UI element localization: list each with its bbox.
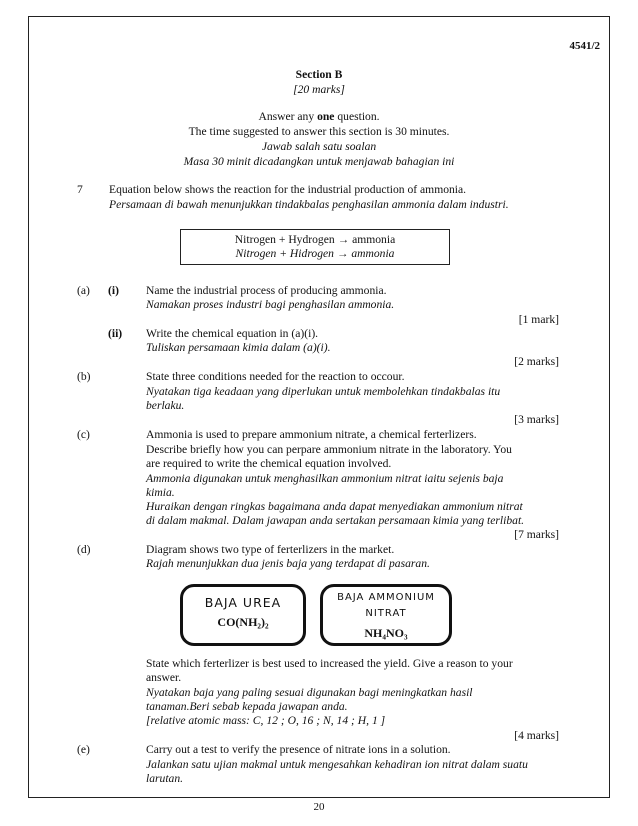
part-e-label: (e) xyxy=(77,743,90,756)
question-stem-en: Equation below shows the reaction for the industrial production of ammonia. xyxy=(109,183,467,196)
part-b-marks: [3 marks] xyxy=(514,413,559,426)
bag-an-title-2: NITRAT xyxy=(365,608,407,619)
part-b-ms-1: Nyatakan tiga keadaan yang diperlukan untuk membolehkan tindakbalas itu xyxy=(146,385,501,398)
part-e-ms-2: larutan. xyxy=(146,772,184,785)
bag-an-formula: NH₄NO₃ xyxy=(364,626,408,640)
part-a-ii-label: (ii) xyxy=(108,327,123,340)
bag-an-title-1: BAJA AMMONIUM xyxy=(337,592,435,603)
part-d-marks: [4 marks] xyxy=(514,729,559,742)
part-d-question-ms-1: Nyatakan baja yang paling sesuai digunakan bagi meningkatkan hasil xyxy=(146,686,473,699)
part-d-en: Diagram shows two type of ferterlizers in the market. xyxy=(146,543,395,556)
equation-en: Nitrogen + Hydrogen → ammonia xyxy=(234,233,396,246)
part-d-label: (d) xyxy=(77,543,91,556)
part-d-relative-atomic-mass: [relative atomic mass: C, 12 ; O, 16 ; N, 14 ; H, 1 ] xyxy=(146,714,386,727)
part-a-i-label: (i) xyxy=(108,284,119,297)
section-title: Section B xyxy=(295,68,343,81)
question-number: 7 xyxy=(77,183,83,196)
part-a-i-marks: [1 mark] xyxy=(518,313,559,326)
part-d-question-en-1: State which ferterlizer is best used to increased the yield. Give a reason to your xyxy=(146,657,513,670)
instruction-ms-1: Jawab salah satu soalan xyxy=(261,140,377,153)
part-c-en-3: are required to write the chemical equation involved. xyxy=(146,457,392,470)
instruction-ms-2: Masa 30 minit dicadangkan untuk menjawab bahagian ini xyxy=(183,155,455,168)
part-b-ms-2: berlaku. xyxy=(146,399,185,412)
part-c-ms-4: di dalam makmal. Dalam jawapan anda sertakan persamaan kimia yang terlibat. xyxy=(146,514,525,527)
part-c-en-1: Ammonia is used to prepare ammonium nitrate, a chemical ferterlizers. xyxy=(146,428,477,441)
part-c-ms-3: Huraikan dengan ringkas bagaimana anda dapat menyediakan ammonium nitrat xyxy=(146,500,523,513)
part-e-ms-1: Jalankan satu ujian makmal untuk mengesahkan kehadiran ion nitrat dalam suatu xyxy=(146,758,528,771)
part-a-ii-marks: [2 marks] xyxy=(514,355,559,368)
part-b-label: (b) xyxy=(77,370,91,383)
part-c-en-2: Describe briefly how you can perpare ammonium nitrate in the laboratory. You xyxy=(146,443,512,456)
bag-urea-formula: CO(NH₂)₂ xyxy=(217,615,269,629)
part-c-ms-1: Ammonia digunakan untuk menghasilkan ammonium nitrat iaitu sejenis baja xyxy=(146,472,504,485)
paper-code: 4541/2 xyxy=(569,40,600,52)
part-a-ii-ms: Tuliskan persamaan kimia dalam (a)(i). xyxy=(146,341,331,354)
part-d-ms: Rajah menunjukkan dua jenis baja yang terdapat di pasaran. xyxy=(146,557,430,570)
question-stem-ms: Persamaan di bawah menunjukkan tindakbalas penghasilan ammonia dalam industri. xyxy=(109,198,509,211)
fertilizer-bag-urea xyxy=(180,584,306,646)
part-d-question-ms-2: tanaman.Beri sebab kepada jawapan anda. xyxy=(146,700,348,713)
part-e-en: Carry out a test to verify the presence of nitrate ions in a solution. xyxy=(146,743,451,756)
instruction-en-2: The time suggested to answer this section is 30 minutes. xyxy=(188,125,450,138)
part-c-marks: [7 marks] xyxy=(514,528,559,541)
part-c-ms-2: kimia. xyxy=(146,486,175,499)
part-a-i-en: Name the industrial process of producing ammonia. xyxy=(146,284,387,297)
part-b-en: State three conditions needed for the reaction to occour. xyxy=(146,370,405,383)
part-a-i-ms: Namakan proses industri bagi penghasilan ammonia. xyxy=(146,298,395,311)
bag-urea-title: BAJA UREA xyxy=(204,595,282,610)
part-c-label: (c) xyxy=(77,428,90,441)
instruction-en-1: Answer any one question. xyxy=(258,110,380,123)
part-a-label: (a) xyxy=(77,284,90,297)
page-number: 20 xyxy=(313,801,325,813)
fertilizer-bag-ammonium-nitrate xyxy=(320,584,452,646)
section-marks: [20 marks] xyxy=(293,83,345,96)
equation-ms: Nitrogen + Hidrogen → ammonia xyxy=(235,247,395,260)
part-d-question-en-2: answer. xyxy=(146,671,182,684)
part-a-ii-en: Write the chemical equation in (a)(i). xyxy=(146,327,319,340)
